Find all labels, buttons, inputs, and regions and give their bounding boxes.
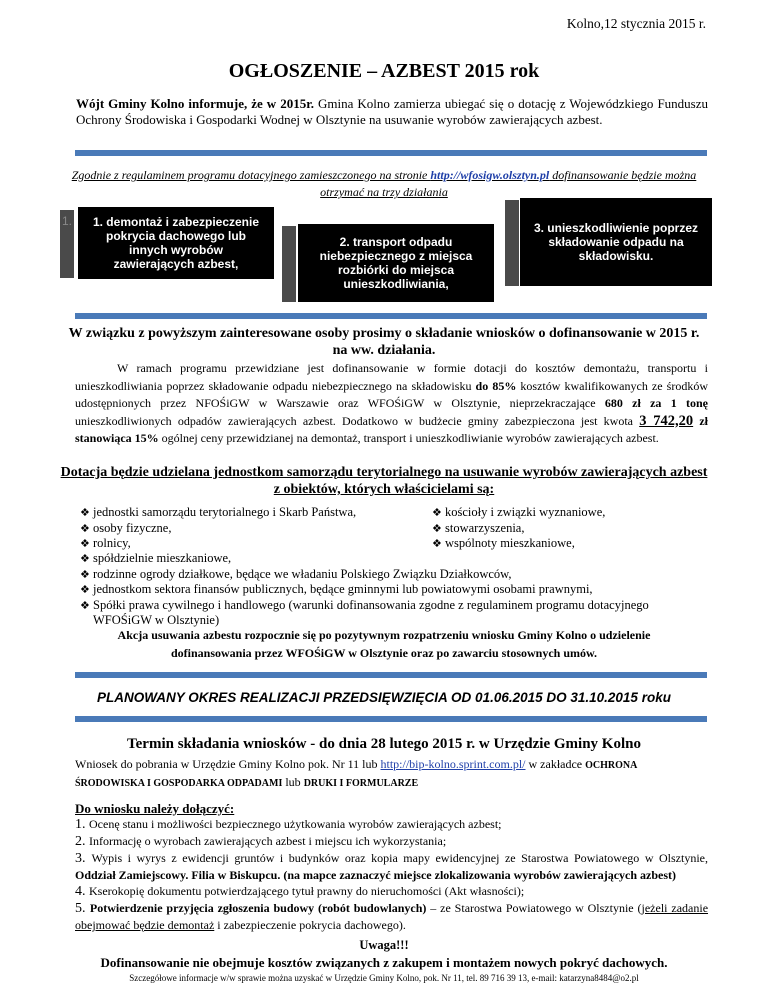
form-download-note: [75, 756, 708, 792]
attachment-1: Ocenę stanu i możliwości bezpiecznego użytkowania wyrobów zawierających azbest;: [89, 817, 502, 831]
intro-rest: Gmina Kolno zamierza ubiegać się o dotację z Wojewódzkiego Funduszu Ochrony Środowiska i Gospodarki Wodnej w Olsztynie na usuwanie wyrobów zawierających azbest.: [76, 96, 708, 127]
attachment-4: Kserokopię dokumentu potwierdzającego tytuł prawny do nieruchomości (Akt własności);: [89, 884, 525, 898]
attachment-5c: jeżeli zadanie obejmować będzie demontaż: [75, 901, 709, 932]
page-title: OGŁOSZENIE – AZBEST 2015 rok: [228, 60, 540, 82]
document-date: Kolno,12 stycznia 2015 r.: [566, 16, 706, 31]
attachment-5b: – ze Starostwa Powiatowego w Olsztynie (: [426, 901, 642, 915]
form-tab-ochrona: OCHRONA ŚRODOWISKA I GOSPODARKA ODPADAMI: [75, 760, 637, 789]
attachments-heading: Do wniosku należy dołączyć:: [75, 801, 235, 816]
box2-sidebar: [282, 226, 296, 302]
divider-top: [75, 150, 707, 156]
deadline-heading: Termin składania wniosków - do dnia 28 lutego 2015 r. w Urzędzie Gminy Kolno: [127, 736, 641, 752]
wfosigw-link[interactable]: http://wfosigw.olsztyn.pl: [430, 168, 550, 182]
warning-label: Uwaga!!!: [359, 938, 409, 952]
no-funding-note: Dofinansowanie nie obejmuje kosztów związanych z zakupem i montażem nowych pokryć dachowych.: [100, 955, 668, 970]
list-item: ❖ osoby fizyczne,: [80, 521, 420, 537]
footer-contact: Szczegółowe informacje w/w sprawie można uzyskać w Urzędzie Gminy Kolno, pok. Nr 11, tel. 89 716 39 13, e-mail: katarzyna8484@o2.pl: [129, 973, 639, 983]
attachment-3b: Oddział Zamiejscowy. Filia w Biskupcu. (na mapce zaznaczyć miejsce zlokalizowania wyrobów zawierających azbest): [75, 868, 677, 882]
attachment-5d: i zabezpieczenie pokrycia dachowego).: [214, 918, 406, 932]
regulation-before: Zgodnie z regulaminem programu dotacyjnego zamieszczonego na stronie: [71, 168, 431, 182]
program-p2: kosztów kwalifikowanych ze środków udostępnionych przez NFOŚiGW w Warszawie oraz WFOŚiGW w Olsztynie, nieprzekraczające: [75, 378, 708, 410]
list-item: 5. Potwierdzenie przyjęcia zgłoszenia budowy (robót budowlanych) – ze Starostwa Powiatowego w Olsztynie (jeżeli zadanie obejmować będzie demontaż i zabezpieczenie pokrycia dachowego).: [75, 901, 709, 932]
program-p1: W ramach programu przewidziane jest dofinansowanie w formie dotacji do kosztów demontażu, transportu i unieszkodliwiania poprzez składowanie odpadu niebezpiecznego na składowisku: [75, 361, 708, 393]
attachment-5a: Potwierdzenie przyjęcia zgłoszenia budowy (robót budowlanych): [89, 901, 427, 915]
box3-sidebar: [505, 200, 519, 286]
program-p3: unieszkodliwionych odpadów zawierających azbest. Dodatkowo w budżecie gminy zabezpieczona jest kwota: [75, 413, 640, 428]
bip-link[interactable]: http://bip-kolno.sprint.com.pl/: [380, 757, 526, 771]
form-before: Wniosek do pobrania w Urzędzie Gminy Kolno pok. Nr 11 lub: [75, 757, 381, 771]
program-amount: 3 742,20: [639, 412, 694, 429]
grant-heading: Dotacja będzie udzielana jednostkom samorządu terytorialnego na usuwanie wyrobów zawierających azbest z obiektów, których właścicielami są:: [60, 465, 708, 497]
list-item: ❖ rolnicy,: [80, 536, 420, 552]
form-mid: w zakładce: [525, 757, 586, 771]
program-paragraph: [75, 360, 708, 448]
list-item: 1. Ocenę stanu i możliwości bezpiecznego użytkowania wyrobów zawierających azbest;: [75, 817, 502, 832]
list-item: ❖ jednostki samorządu terytorialnego i Skarb Państwa,: [80, 505, 420, 521]
divider-plan-bottom: [75, 716, 707, 722]
divider-middle: [75, 313, 707, 319]
intro-paragraph: [76, 96, 708, 128]
action-box-transport: 2. transport odpadu niebezpiecznego z miejsca rozbiórki do miejsca unieszkodliwiania,: [298, 224, 494, 302]
list-item: ❖ kościoły i związki wyznaniowe,: [432, 505, 712, 521]
list-item: 4. Kserokopię dokumentu potwierdzającego tytuł prawny do nieruchomości (Akt własności);: [75, 884, 525, 899]
regulation-note: [60, 167, 708, 201]
form-or: lub: [282, 775, 304, 789]
list-item: ❖ stowarzyszenia,: [432, 521, 712, 537]
request-heading: W związku z powyższym zainteresowane osoby prosimy o składanie wniosków o dofinansowanie w 2015 r. na ww. działania.: [68, 326, 700, 358]
campaign-note: Akcja usuwania azbestu rozpocznie się po pozytywnym rozpatrzeniu wniosku Gminy Kolno o udzielenie dofinansowania przez WFOŚiGW w Olsztynie oraz po zawarciu stosownych umów.: [117, 628, 651, 660]
program-p5: ogólnej ceny przewidzianej na demontaż, transport i unieszkodliwianie wyrobów zawierających azbest.: [158, 431, 659, 445]
box1-number: 1.: [62, 214, 73, 228]
program-limit: 680 zł za 1 tonę: [604, 396, 709, 410]
list-item: ❖ wspólnoty mieszkaniowe,: [432, 536, 712, 552]
attachment-3a: Wypis i wyrys z ewidencji gruntów i budynków oraz kopia mapy ewidencyjnej ze Starostwa Powiatowego w Olsztynie,: [91, 851, 709, 865]
attachments-list: [75, 816, 708, 933]
owners-list-full: [80, 551, 700, 629]
list-item: ❖ rodzinne ogrody działkowe, będące we władaniu Polskiego Związku Działkowców,: [80, 567, 700, 583]
program-p4: zł stanowiąca 15%: [75, 413, 708, 445]
list-item: ❖ spółdzielnie mieszkaniowe,: [80, 551, 700, 567]
list-item: ❖ Spółki prawa cywilnego i handlowego (warunki dofinansowania zgodne z regulaminem programu dotacyjnego WFOŚiGW w Olsztynie): [80, 598, 700, 629]
owners-list-left: [80, 505, 420, 552]
attachment-2: Informację o wyrobach zawierających azbest i miejscu ich wykorzystania;: [89, 834, 447, 848]
action-box-unieszkodliwienie: 3. unieszkodliwienie poprzez składowanie odpadu na składowisku.: [520, 198, 712, 286]
action-box-demontaz: 1. demontaż i zabezpieczenie pokrycia dachowego lub innych wyrobów zawierających azbest,: [78, 207, 274, 279]
regulation-after: dofinansowanie będzie można otrzymać na trzy działania: [320, 168, 697, 199]
intro-lead: Wójt Gminy Kolno informuje, że w 2015r.: [76, 96, 315, 111]
program-percent: do 85%: [475, 378, 517, 393]
divider-plan-top: [75, 672, 707, 678]
list-item: 3. Wypis i wyrys z ewidencji gruntów i budynków oraz kopia mapy ewidencyjnej ze Starostwa Powiatowego w Olsztynie, Oddział Zamiejscowy. Filia w Biskupcu. (na mapce zaznaczyć miejsce zlokalizowania wyrobów zawierających azbest): [75, 851, 709, 882]
list-item: ❖ jednostkom sektora finansów publicznych, będące gminnymi lub powiatowymi osobami prawnymi,: [80, 582, 700, 598]
planned-period: PLANOWANY OKRES REALIZACJI PRZEDSIĘWZIĘCIA OD 01.06.2015 DO 31.10.2015 roku: [97, 690, 671, 705]
form-tab-druki: DRUKI I FORMULARZE: [303, 778, 419, 789]
owners-list-right: [432, 505, 712, 552]
list-item: 2. Informację o wyrobach zawierających azbest i miejscu ich wykorzystania;: [75, 834, 447, 849]
